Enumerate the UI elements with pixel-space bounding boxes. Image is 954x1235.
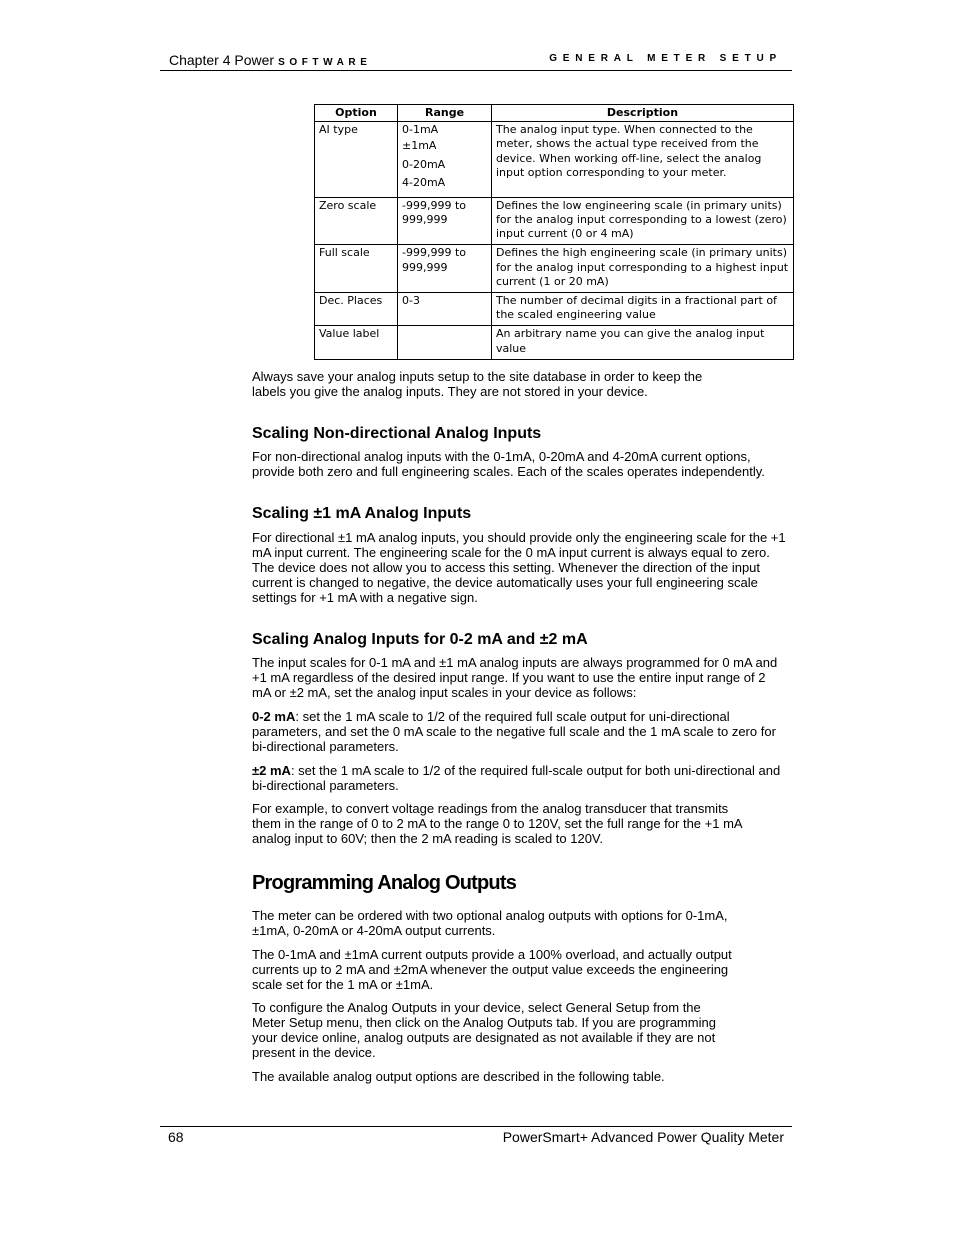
header-chapter <box>169 52 372 68</box>
table-header-row <box>315 105 794 122</box>
0-2ma-detail-paragraph <box>252 709 787 754</box>
cell-description: Defines the low engineering scale (in primary units) for the analog input corresponding to a lowest (zero) input current (0 or 4 mA) <box>492 197 794 245</box>
pm2ma-detail-block <box>252 763 787 793</box>
cell-range <box>398 122 492 198</box>
analog-input-options-table <box>314 104 794 360</box>
header-section: GENERAL METER SETUP <box>549 53 782 64</box>
cell-description: The analog input type. When connected to the meter, shows the actual type received from the device. When working off-line, select the analog input option corresponding to your meter. <box>492 122 794 198</box>
range-value: 4-20mA <box>402 176 446 190</box>
0-2ma-intro-paragraph: The input scales for 0-1 mA and ±1 mA analog inputs are always programmed for 0 mA and +1 mA regardless of the desired input range. If you want to use the entire input range of 2 mA or ±2 mA, set the analog input scales in your device as follows: <box>252 655 778 700</box>
page-footer <box>160 1126 792 1145</box>
prog-text-block-1 <box>252 908 737 938</box>
cell-description: Defines the high engineering scale (in primary units) for the analog input corresponding to a highest input current (1 or 20 mA) <box>492 245 794 293</box>
cell-range: 0-3 <box>398 292 492 325</box>
pm2ma-detail-text: : set the 1 mA scale to 1/2 of the required full-scale output for both uni-directional and bi-directional parameters. <box>252 763 781 793</box>
table-row <box>315 245 794 293</box>
cell-description: An arbitrary name you can give the analog input value <box>492 326 794 359</box>
heading-programming-outputs: Programming Analog Outputs <box>252 872 517 894</box>
pm1ma-paragraph: For directional ±1 mA analog inputs, you should provide only the engineering scale for the +1 mA input current. The engineering scale for the 0 mA input current is always equal to zero. The device does not allow you to access this setting. Whenever the direction of the input current is changed to negative, the device automatically uses your full engineering scale settings for +1 mA with a negative sign. <box>252 530 786 605</box>
heading-0-2ma: Scaling Analog Inputs for 0-2 mA and ±2 mA <box>252 631 588 648</box>
table-row <box>315 122 794 198</box>
0-2ma-text-block <box>252 655 782 700</box>
prog-paragraph-4: The available analog output options are described in the following table. <box>252 1069 665 1084</box>
cell-description: The number of decimal digits in a fractional part of the scaled engineering value <box>492 292 794 325</box>
header-chapter-text: Chapter 4 Power <box>169 52 275 68</box>
nondirectional-text-block <box>252 449 787 479</box>
prog-text-block-2 <box>252 947 742 992</box>
cell-option: Full scale <box>315 245 398 293</box>
prog-paragraph-1: The meter can be ordered with two optional analog outputs with options for 0-1mA, ±1mA, 0-20mA or 4-20mA output currents. <box>252 908 728 938</box>
column-header-range: Range <box>398 105 492 122</box>
pm2ma-detail-paragraph <box>252 763 787 793</box>
section-nondirectional <box>252 425 792 443</box>
0-2ma-label: 0-2 mA <box>252 709 296 724</box>
prog-text-block-4 <box>252 1069 792 1084</box>
column-header-description: Description <box>492 105 794 122</box>
0-2ma-detail-text: : set the 1 mA scale to 1/2 of the required full scale output for uni-directional parameters, and set the 0 mA scale to the negative full scale and the 1 mA scale to zero for bi-directional parameters. <box>252 709 776 754</box>
prog-paragraph-2: The 0-1mA and ±1mA current outputs provide a 100% overload, and actually output currents up to 2 mA and ±2mA whenever the output value exceeds the engineering scale set for the 1 mA or ±1mA. <box>252 947 732 992</box>
0-2ma-detail-block <box>252 709 787 754</box>
section-pm1ma <box>252 505 792 523</box>
section-0-2ma <box>252 631 792 649</box>
save-note-paragraph: Always save your analog inputs setup to the site database in order to keep the labels you give the analog inputs. They are not stored in your device. <box>252 369 703 399</box>
page-header <box>160 50 792 71</box>
example-block <box>252 801 742 846</box>
footer-title: PowerSmart+ Advanced Power Quality Meter <box>502 1129 784 1145</box>
prog-text-block-3 <box>252 1000 732 1060</box>
prog-paragraph-3: To configure the Analog Outputs in your device, select General Setup from the Meter Setup menu, then click on the Analog Outputs tab. If you are programming your device online, analog outputs are designated as not available if they are not present in the device. <box>252 1000 716 1060</box>
section-programming-outputs <box>252 871 792 895</box>
pm2ma-label: ±2 mA <box>252 763 291 778</box>
table-row <box>315 326 794 359</box>
column-header-option: Option <box>315 105 398 122</box>
pm1ma-text-block <box>252 530 787 605</box>
cell-range <box>398 326 492 359</box>
cell-option: AI type <box>315 122 398 198</box>
heading-nondirectional: Scaling Non-directional Analog Inputs <box>252 425 542 442</box>
cell-option: Zero scale <box>315 197 398 245</box>
cell-range: -999,999 to 999,999 <box>398 245 492 293</box>
table-row <box>315 197 794 245</box>
header-software: SOFTWARE <box>278 57 372 68</box>
table-row <box>315 292 794 325</box>
range-value: ±1mA <box>402 139 437 153</box>
page-number: 68 <box>168 1129 184 1145</box>
nondirectional-paragraph: For non-directional analog inputs with the 0-1mA, 0-20mA and 4-20mA current options, provide both zero and full engineering scales. Each of the scales operates independently. <box>252 449 765 479</box>
cell-range: -999,999 to 999,999 <box>398 197 492 245</box>
example-paragraph: For example, to convert voltage readings from the analog transducer that transmits them in the range of 0 to 2 mA to the range 0 to 120V, set the full range for the +1 mA analog input to 60V; then the 2 mA reading is scaled to 120V. <box>252 801 742 846</box>
cell-option: Value label <box>315 326 398 359</box>
range-value: 0-1mA <box>402 123 439 137</box>
cell-option: Dec. Places <box>315 292 398 325</box>
heading-pm1ma: Scaling ±1 mA Analog Inputs <box>252 505 472 522</box>
range-value: 0-20mA <box>402 157 446 171</box>
save-note-block <box>252 369 722 399</box>
